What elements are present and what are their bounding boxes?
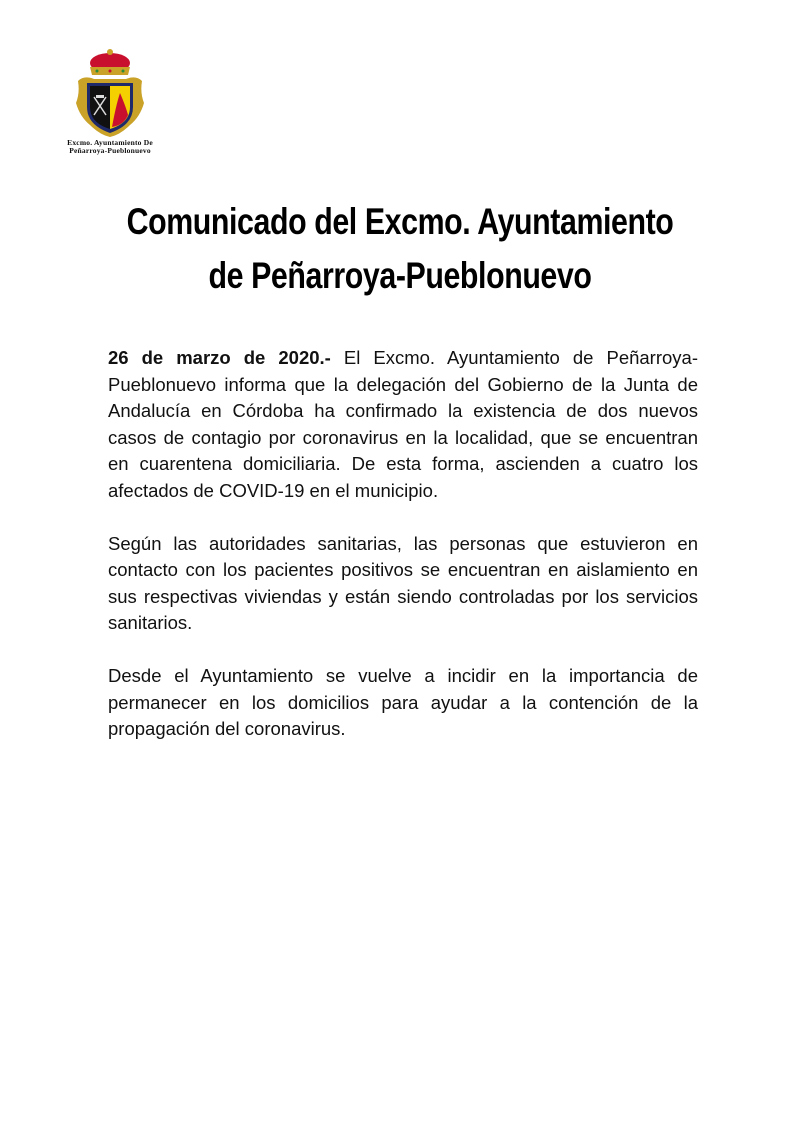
coat-of-arms-icon xyxy=(70,45,150,140)
page-title xyxy=(121,195,679,303)
paragraph-3: Desde el Ayuntamiento se vuelve a incidir en la importancia de permanecer en los domicilios para ayudar a la contención de la propagación del coronavirus. xyxy=(108,665,698,739)
paragraph-2: Según las autoridades sanitarias, las personas que estuvieron en contacto con los pacientes positivos se encuentran en aislamiento en sus respectivas viviendas y están siendo controladas por los servicios sanitarios. xyxy=(108,532,698,633)
paragraph-1 xyxy=(108,345,698,504)
caption-line-1: Excmo. Ayuntamiento De xyxy=(67,138,153,147)
date-label: 26 de marzo de 2020.- xyxy=(108,347,331,368)
title-line-2: de Peñarroya-Pueblonuevo xyxy=(208,255,592,296)
crest-caption xyxy=(44,139,176,155)
paragraph-1-text: El Excmo. Ayuntamiento de Peñarroya-Pueblonuevo informa que la delegación del Gobierno de la Junta de Andalucía en Córdoba ha confirmado la existencia de dos nuevos casos de contagio por coronavirus en la localidad, que se encuentran en cuarentena domiciliaria. De esta forma, ascienden a cuatro los afectados de COVID-19 en el municipio. xyxy=(108,347,698,501)
title-line-1: Comunicado del Excmo. Ayuntamiento xyxy=(126,201,674,242)
communique-body xyxy=(108,345,698,769)
caption-line-2: Peñarroya-Pueblonuevo xyxy=(69,146,151,155)
